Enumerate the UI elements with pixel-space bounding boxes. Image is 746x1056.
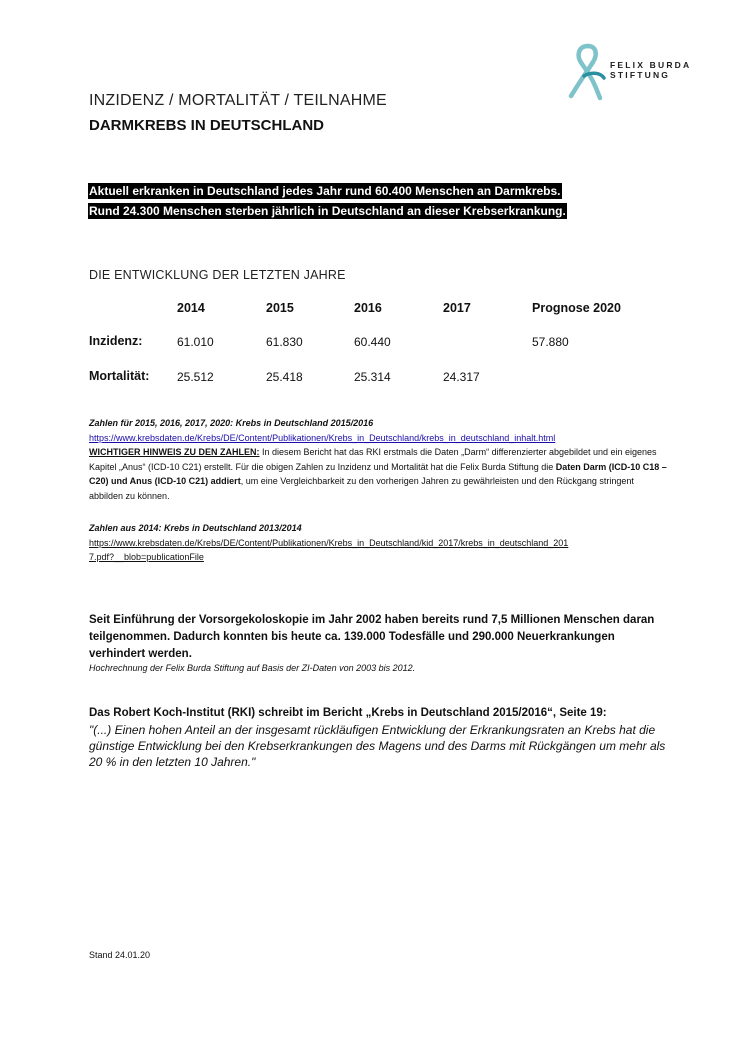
table-header-2014: 2014 (177, 301, 205, 315)
table-cell: 25.512 (177, 370, 214, 384)
rki-quote: "(...) Einen hohen Anteil an der insgesamt rückläufigen Entwicklung der Erkrankungsraten an Krebs hat die günstige Entwicklung bei den Krebserkrankungen des Magens und des Darms mit Rückgängen um mehr als 20 % in den letzten 10 Jahren." (89, 723, 666, 769)
table-cell: 25.418 (266, 370, 303, 384)
hint-text: In diesem Bericht hat das RKI erstmals die Daten „Darm“ differenzierter abgebildet und ein eigenes Kapitel „Anus“ (ICD-10 C21) erstellt. Für die obigen Zahlen zu Inzidenz und Mortalität hat die Felix Burda Stiftung die (89, 447, 657, 472)
source-link-2014-line2[interactable]: 7.pdf?__blob=publicationFile (89, 552, 204, 562)
page-subtitle: DARMKREBS IN DEUTSCHLAND (89, 117, 324, 134)
table-cell: 61.830 (266, 335, 303, 349)
screening-paragraph: Seit Einführung der Vorsorgekoloskopie im Jahr 2002 haben bereits rund 7,5 Millionen Menschen daran teilgenommen. Dadurch konnten bis heute ca. 139.000 Todesfälle und 290.000 Neuerkrankungen verhindert werden. (89, 614, 655, 660)
table-cell: 57.880 (532, 335, 569, 349)
section-title: DIE ENTWICKLUNG DER LETZTEN JAHRE (89, 268, 346, 282)
source-block-2016 (89, 416, 669, 503)
highlight-mortality: Rund 24.300 Menschen sterben jährlich in Deutschland an dieser Krebserkrankung. (89, 204, 566, 218)
table-cell: 25.314 (354, 370, 391, 384)
table-cell: 24.317 (443, 370, 480, 384)
rki-intro: Das Robert Koch-Institut (RKI) schreibt im Bericht „Krebs in Deutschland 2015/2016“, Seite 19: (89, 707, 607, 719)
page-title: INZIDENZ / MORTALITÄT / TEILNAHME (89, 92, 387, 109)
table-header-2017: 2017 (443, 301, 471, 315)
felix-burda-logo (566, 42, 706, 104)
logo-line-2: STIFTUNG (610, 70, 671, 80)
table-header-2015: 2015 (266, 301, 294, 315)
hint-label: WICHTIGER HINWEIS ZU DEN ZAHLEN: (89, 447, 260, 457)
ribbon-logo-icon (566, 42, 606, 104)
table-cell: 61.010 (177, 335, 214, 349)
row-label-inzidenz: Inzidenz: (89, 334, 143, 348)
source-title-2016: Zahlen für 2015, 2016, 2017, 2020: Krebs in Deutschland 2015/2016 (89, 418, 374, 428)
source-link-2014-line1[interactable]: https://www.krebsdaten.de/Krebs/DE/Content/Publikationen/Krebs_in_Deutschland/kid_2017/krebs_in_deutschland_201 (89, 537, 569, 548)
hint-bold-text: Daten Darm (ICD-10 C18 – C20) und Anus (ICD-10 C21) addiert (89, 461, 667, 486)
table-header-2016: 2016 (354, 301, 382, 315)
important-hint (89, 445, 669, 503)
screening-note: Hochrechnung der Felix Burda Stiftung auf Basis der ZI-Daten von 2003 bis 2012. (89, 663, 416, 673)
highlight-incidence: Aktuell erkranken in Deutschland jedes Jahr rund 60.400 Menschen an Darmkrebs. (89, 184, 561, 198)
source-link-2016[interactable]: https://www.krebsdaten.de/Krebs/DE/Content/Publikationen/Krebs_in_Deutschland/krebs_in_deutschland_inhalt.html (89, 432, 556, 443)
table-cell: 60.440 (354, 335, 391, 349)
table-header-prognose: Prognose 2020 (532, 301, 621, 315)
logo-line-1: FELIX BURDA (610, 60, 692, 70)
source-title-2014: Zahlen aus 2014: Krebs in Deutschland 2013/2014 (89, 523, 302, 533)
stand-date: Stand 24.01.20 (89, 950, 151, 960)
source-block-2014 (89, 521, 669, 565)
row-label-mortalitaet: Mortalität: (89, 369, 150, 383)
hint-text-end: , um eine Vergleichbarkeit zu den vorherigen Jahren zu gewährleisten und den Rückgang stringent abbilden zu können. (89, 476, 634, 501)
